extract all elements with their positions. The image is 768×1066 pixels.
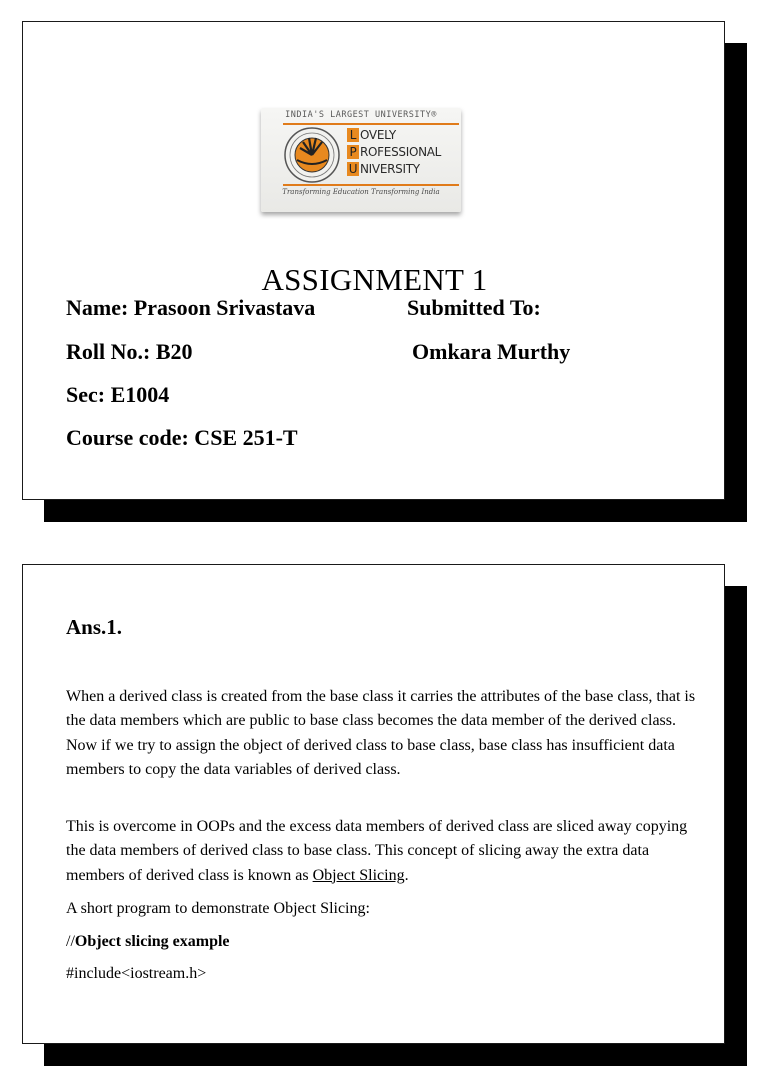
comment-prefix: // [66,933,75,950]
code-comment [66,930,706,954]
submitted-to-name: Omkara Murthy [412,339,571,364]
roll-number: Roll No.: B20 [66,339,193,364]
comment-text: Object slicing example [74,933,230,950]
answer-heading: Ans.1. [66,615,123,639]
logo-line-university [347,160,441,177]
logo-line-lovely [347,126,441,143]
paragraph-3: A short program to demonstrate Object Slicing: [66,900,370,917]
paragraph-2 [66,815,706,888]
section: Sec: E1004 [66,382,170,407]
answer-page [22,564,725,1044]
logo-line-professional [347,143,441,160]
logo-initial: U [348,161,358,176]
object-slicing-term: Object Slicing [312,866,405,884]
university-logo [261,108,461,212]
assignment-title: ASSIGNMENT 1 [261,262,488,297]
paragraph-2-end: . [404,866,409,884]
include-line: #include<iostream.h> [66,965,207,982]
course-code: Course code: CSE 251-T [66,425,298,450]
paragraph-2-text: This is overcome in OOPs and the excess data members of derived class are sliced away copying the data members of derived class to base class. This concept of slicing away the extra data members of derived class is known as [66,818,688,884]
logo-word: OVELY [360,127,396,142]
logo-bottom-rule [283,184,459,186]
logo-initial: P [347,145,359,159]
student-name: Name: Prasoon Srivastava [66,295,316,320]
logo-initial: L [347,128,359,142]
logo-top-rule [283,123,459,125]
logo-top-text: INDIA'S LARGEST UNIVERSITY® [285,110,437,120]
logo-word: ROFESSIONAL [360,144,442,159]
logo-word: NIVERSITY [360,161,420,176]
logo-wordmark [347,126,441,177]
submitted-to-label: Submitted To: [407,295,541,320]
lpu-seal-icon [283,126,341,184]
logo-tagline: Transforming Education Transforming India [282,188,440,196]
cover-page [22,21,725,500]
paragraph-1: When a derived class is created from the base class it carries the attributes of the base class, that is the data members which are public to base class becomes the data member of the derived class. Now if we try to assign the object of derived class to base class, base class has insufficient data members to copy the data variables of derived class. [66,688,696,778]
